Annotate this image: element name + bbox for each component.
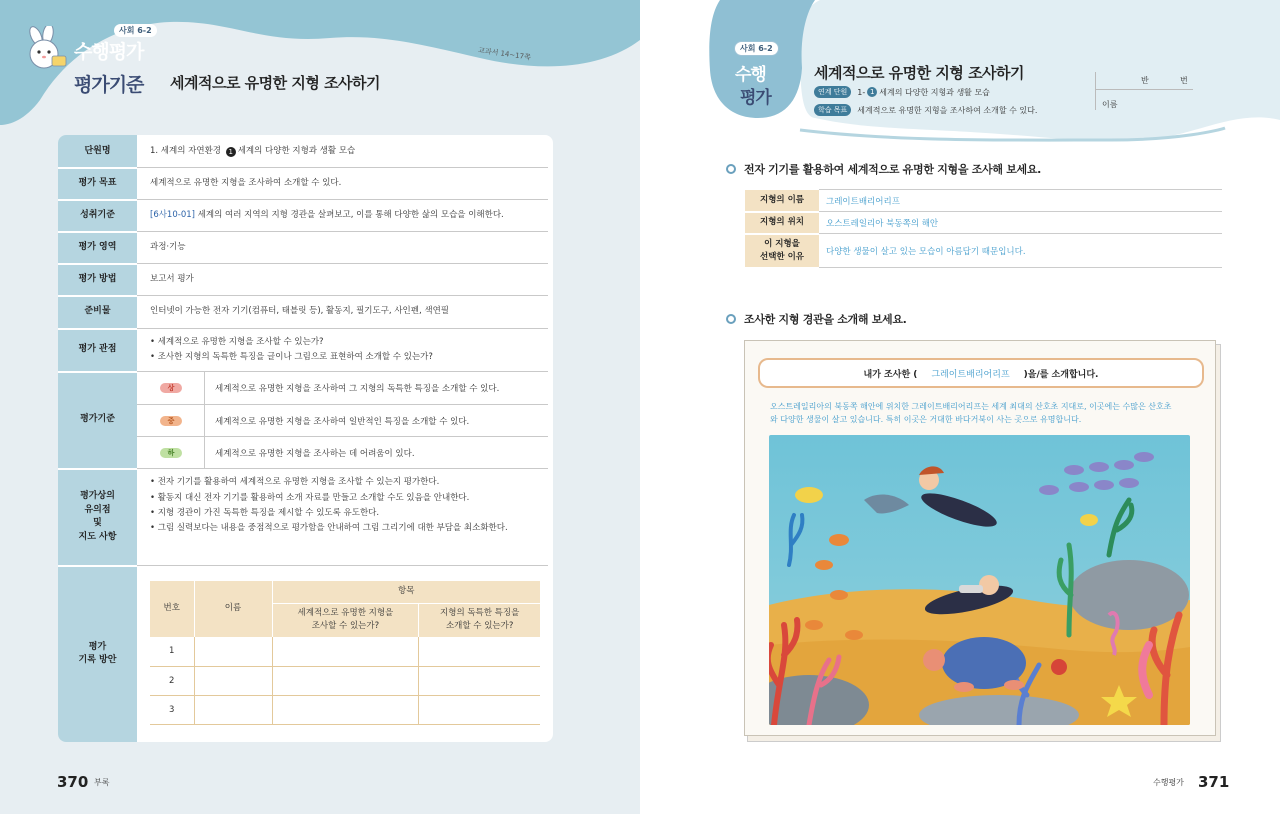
question-text: 조사한 지형 경관을 소개해 보세요.: [744, 313, 907, 326]
name-label[interactable]: 이름: [1102, 100, 1118, 109]
intro-answer[interactable]: 그레이트배리어리프: [931, 369, 1010, 380]
description-line: 와 다양한 생물이 살고 있습니다. 특히 이곳은 거대한 바다거북이 사는 곳으로 유명합니다.: [770, 414, 1082, 424]
page-number: 370: [57, 773, 89, 791]
item1-cell[interactable]: [272, 666, 419, 695]
intro-prefix: 내가 조사한 (: [863, 369, 918, 380]
row-label: 준비물: [84, 306, 111, 317]
unit-number-badge: 1: [867, 87, 877, 97]
divider: [204, 405, 205, 437]
row-label: 평가 방법: [78, 273, 117, 284]
linked-unit: [814, 86, 990, 98]
series-title-line2: 평가: [740, 88, 771, 108]
label-line: 선택한 이유: [759, 251, 804, 262]
report-sheet: [744, 340, 1222, 743]
grade-badge: 하: [160, 448, 182, 458]
reason-label: [745, 234, 819, 268]
description-line: 오스트레일리아의 북동쪽 해안에 위치한 그레이트배리어리프는 세계 최대의 산호초 지대로, 이곳에는 수많은 산호초: [770, 402, 1172, 411]
page-heading: 세계적으로 유명한 지형 조사하기: [170, 74, 381, 92]
header-line: 조사할 수 있는가?: [311, 621, 380, 632]
page-number: 371: [1198, 773, 1230, 791]
row-number: 2: [150, 666, 194, 695]
row-number: 1: [150, 637, 194, 666]
label-line: 기록 방안: [78, 655, 117, 665]
label-line: 및: [93, 518, 102, 528]
page-section-label: 부록: [94, 778, 110, 787]
standard-code: [6사10-01]: [150, 209, 195, 220]
item1-cell[interactable]: [272, 637, 419, 666]
table-row: [745, 190, 1222, 212]
col-header-name: 이름: [194, 581, 272, 637]
header-line: 소개할 수 있는가?: [445, 621, 514, 632]
subject-tag: 사회 6-2: [114, 24, 157, 37]
section-title: 평가기준: [74, 74, 144, 96]
row-label: 단원명: [84, 146, 111, 157]
divider: [1095, 89, 1193, 90]
reason-answer[interactable]: 다양한 생물이 살고 있는 모습이 아름답기 때문입니다.: [819, 234, 1222, 268]
linked-unit-text: 세계의 다양한 지형과 생활 모습: [879, 87, 990, 97]
label-line: 유의점: [84, 504, 111, 515]
header-line: 세계적으로 유명한 지형을: [297, 607, 394, 618]
row-label: 평가 목표: [78, 177, 117, 188]
linked-unit-prefix: 1-: [857, 87, 866, 97]
item2-cell[interactable]: [419, 695, 540, 724]
row-achievement: [58, 200, 548, 231]
row-number: 3: [150, 695, 194, 724]
row-label: [58, 469, 137, 565]
subject-tag: 사회 6-2: [734, 41, 779, 56]
bullet-item: • 지형 경관이 가진 독특한 특징을 제시할 수 있도록 유도한다.: [150, 508, 380, 518]
unit-text: 1. 세계의 자연환경: [150, 146, 221, 157]
item2-cell[interactable]: [419, 637, 540, 666]
circle-bullet-icon: [726, 314, 736, 324]
row-unit: [58, 137, 548, 167]
label-line: 지도 사항: [78, 531, 117, 542]
bullet-item: • 조사한 지형의 독특한 특징을 글이나 그림으로 표현하여 소개할 수 있는가?: [150, 352, 433, 362]
unit-subtitle: 세계의 다양한 지형과 생활 모습: [237, 146, 356, 157]
table-row: [150, 666, 540, 695]
bullet-item: • 그림 실력보다는 내용을 중점적으로 평가함을 안내하여 그림 그리기에 대한 부담을 최소화한다.: [150, 523, 508, 534]
row-notes: [58, 469, 548, 565]
criteria-text: 세계적으로 유명한 지형을 조사하는 데 어려움이 있다.: [215, 449, 415, 459]
bullet-item: • 전자 기기를 활용하여 세계적으로 유명한 지형을 조사할 수 있는지 평가한다.: [150, 477, 440, 488]
linked-unit-tag: 연계 단원: [814, 86, 851, 98]
landform-name-label: 지형의 이름: [745, 190, 819, 212]
question-2: [726, 311, 907, 327]
row-materials: [58, 296, 548, 328]
record-table: [150, 581, 540, 725]
header-line: 지형의 독특한 특징을: [440, 607, 520, 618]
name-cell[interactable]: [194, 637, 272, 666]
name-cell[interactable]: [194, 666, 272, 695]
report-paper: [744, 340, 1216, 736]
row-goal: [58, 168, 548, 199]
item1-cell[interactable]: [272, 695, 419, 724]
table-row: [745, 234, 1222, 268]
label-line: 평가상의: [80, 491, 115, 501]
item2-cell[interactable]: [419, 666, 540, 695]
row-label: 평가 영역: [78, 241, 117, 252]
label-line: 이 지형을: [764, 238, 800, 249]
evaluation-criteria-table: [58, 135, 553, 742]
row-label: 평가기준: [80, 414, 115, 425]
row-label: 평가 관점: [78, 344, 117, 355]
number-label: 번: [1180, 76, 1188, 85]
row-perspective: [58, 329, 548, 371]
landform-name-answer[interactable]: 그레이트배리어리프: [819, 190, 1222, 212]
label-line: 평가: [88, 641, 107, 652]
table-row: [745, 212, 1222, 234]
col-header-items: 항목: [272, 581, 540, 603]
right-page: [640, 0, 1280, 814]
landform-location-answer[interactable]: 오스트레일리아 북동쪽의 해안: [819, 212, 1222, 234]
criteria-mid: [150, 405, 548, 437]
header-wave-decoration: [0, 0, 640, 130]
learning-goal: [814, 104, 1037, 116]
grade-badge: 상: [160, 383, 182, 393]
row-label: 성취기준: [80, 209, 115, 220]
question-1: [726, 161, 1041, 177]
row-value: [150, 137, 548, 167]
row-label: [58, 566, 137, 742]
row-value: 과정·기능: [150, 241, 186, 252]
row-value: 세계적으로 유명한 지형을 조사하여 소개할 수 있다.: [150, 177, 342, 188]
table-row: [150, 637, 540, 666]
criteria-text: 세계적으로 유명한 지형을 조사하여 일반적인 특징을 소개할 수 있다.: [215, 417, 470, 427]
landform-location-label: 지형의 위치: [745, 212, 819, 234]
row-value: [150, 447, 548, 565]
col-header-number: 번호: [150, 581, 194, 637]
learning-goal-tag: 학습 목표: [814, 104, 851, 116]
row-value: [150, 200, 548, 231]
bullet-item: • 세계적으로 유명한 지형을 조사할 수 있는가?: [150, 336, 324, 347]
row-area: [58, 232, 548, 263]
unit-number-badge: 1: [226, 147, 236, 157]
divider: [204, 372, 205, 404]
page-heading: 세계적으로 유명한 지형 조사하기: [814, 64, 1025, 82]
landform-info-table: [745, 189, 1222, 269]
grade-badge: 중: [160, 416, 182, 426]
description-answer[interactable]: [770, 401, 1195, 427]
row-value: 인터넷이 가능한 전자 기기(컴퓨터, 태블릿 등), 활동지, 필기도구, 사인펜, 색연필: [150, 306, 450, 317]
table-row: [150, 695, 540, 724]
col-header-item2: [419, 603, 540, 637]
row-method: [58, 264, 548, 295]
intro-suffix: )을/를 소개합니다.: [1023, 369, 1099, 380]
class-label: 반: [1141, 76, 1149, 85]
row-value: [150, 329, 548, 371]
divider: [1095, 72, 1096, 110]
criteria-high: [150, 372, 548, 404]
page-section-label: 수행평가: [1153, 778, 1184, 787]
name-cell[interactable]: [194, 695, 272, 724]
intro-banner: [758, 358, 1204, 388]
rabbit-mascot-icon: [22, 26, 72, 72]
textbook-reference: 교과서 14~17쪽: [477, 46, 532, 62]
criteria-text: 세계적으로 유명한 지형을 조사하여 그 지형의 독특한 특징을 소개할 수 있다.: [215, 384, 500, 394]
learning-goal-text: 세계적으로 유명한 지형을 조사하여 소개할 수 있다.: [857, 105, 1038, 115]
series-title: 수행: [735, 65, 766, 85]
question-text: 전자 기기를 활용하여 세계적으로 유명한 지형을 조사해 보세요.: [744, 163, 1042, 176]
bullet-item: • 활동지 대신 전자 기기를 활용하여 소개 자료를 만들고 소개할 수도 있음을 안내한다.: [150, 492, 470, 503]
series-title: 수행평가: [74, 41, 144, 63]
row-value: 보고서 평가: [150, 273, 194, 284]
standard-text: 세계의 여러 지역의 지형 경관을 살펴보고, 이를 통해 다양한 삶의 모습을 이해한다.: [197, 209, 504, 220]
circle-bullet-icon: [726, 164, 736, 174]
col-header-item1: [272, 603, 419, 637]
coral-reef-illustration: [769, 435, 1190, 725]
